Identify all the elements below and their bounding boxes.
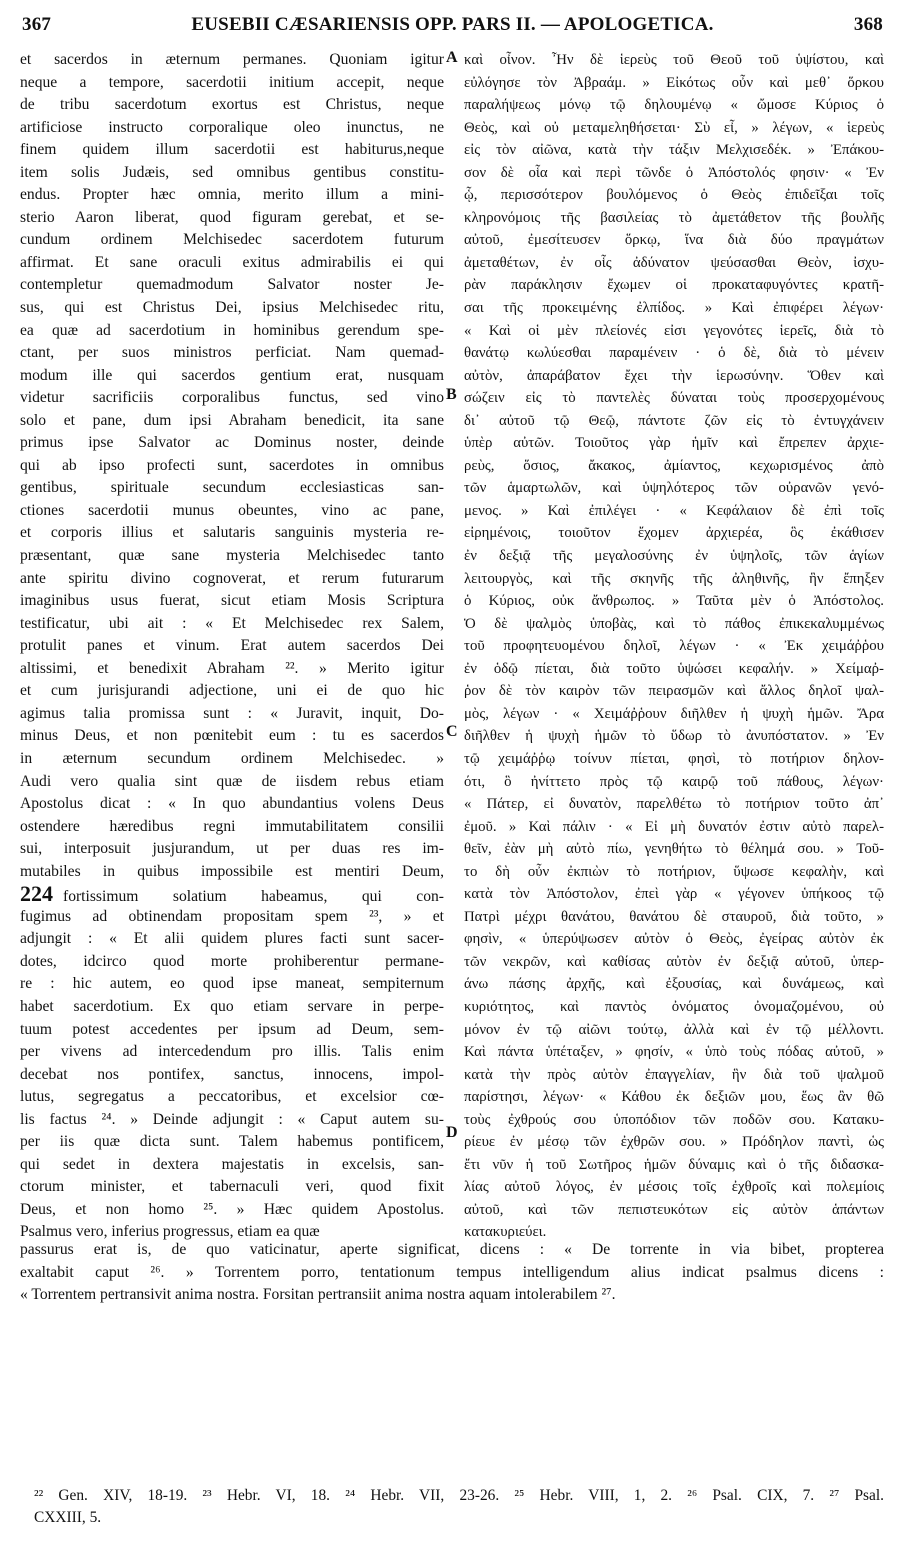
latin-line: primus ipse Salvator ac Dominus noster, deinde [20,434,444,452]
latin-line: Apostolus dicat : « In quo abundantius volens Deus [20,795,444,813]
greek-line: ὁ Κύριος, οὐκ ἄνθρωπος. » Ταῦτα μὲν ὁ Ἀπόστολος. [464,593,884,610]
latin-line: præsentant, quæ sane mysteria Melchisedec tanto [20,547,444,565]
greek-line: εὐλόγησε τὸν Ἀβραάμ. » Εἰκότως οὖν καὶ μεθ᾽ ὅρκου [464,74,884,91]
greek-line: ἐν ὁδῷ πίεται, διὰ τοῦτο ὑψώσει κεφαλήν. » Χείμαῤ- [464,660,884,677]
greek-line: κυριότητος, καὶ παντὸς ὀνόματος ὀνομαζομένου, οὐ [464,998,884,1015]
latin-line: decebat nos pontifex, sanctus, innocens, impol- [20,1065,444,1083]
greek-line: ἔτι νῦν ἡ τοῦ Σωτῆρος ἡμῶν δύναμις καὶ ὁ τῆς διδασκα- [464,1156,884,1173]
latin-column [20,49,444,1244]
latin-line: fugimus ad obtinendam propositam spem ²³, » et [20,907,444,925]
latin-line: Audi vero qualia sint quæ de iisdem rebus etiam [20,772,444,790]
latin-line: in æternum secundum ordinem Melchisedec. » [20,749,444,767]
latin-line: habet sacerdotium. Ex quo etiam servare in perpe- [20,997,444,1015]
latin-line: affirmat. Et sane oraculi exitus admirabilis ei qui [20,253,444,271]
greek-line: ὑπὲρ αὐτῶν. Τοιοῦτος γὰρ ἡμῖν καὶ ἔπρεπεν ἀρχιε- [464,435,884,452]
greek-line: λίας αὐτοῦ λόγος, ἐν μέσοις τοῖς ἐχθροῖς καὶ πολεμίοις [464,1179,884,1196]
greek-line: εἰς τὸν αἰῶνα, κατὰ τὴν τάξιν Μελχισεδέκ. » Ἐπάκου- [464,142,884,159]
latin-line: tuum potest accedentes per ipsum ad Deum, sem- [20,1020,444,1038]
greek-line: ρὰν παράκλησιν ἔχωμεν οἱ προκαταφυγόντες κρατῆ- [464,277,884,294]
latin-line: minus Deus, et non pœnitebit eum : tu es sacerdos [20,727,444,745]
footnotes [34,1485,884,1529]
latin-line: finem quidem illum sacerdotii est habiturus,neque [20,141,444,159]
latin-line: sterio Aaron liberat, quod figuram gerebat, et se- [20,208,444,226]
greek-line: τοὺς ἐχθρούς σου ὑποπόδιον τῶν ποδῶν σου. Κατακυ- [464,1111,884,1128]
greek-line: παρίστησι, λέγων· « Κάθου ἐκ δεξιῶν μου, ἕως ἂν θῶ [464,1089,884,1106]
latin-line [20,883,444,906]
greek-line: κατὰ τὴν πρὸς αὐτὸν ἐπαγγελίαν, ἣν διὰ τοῦ ψαλμοῦ [464,1066,884,1083]
latin-line: per iis quæ dicta sunt. Talem habemus pontificem, [20,1133,444,1151]
greek-line: κατακυριεύει. [464,1224,547,1241]
greek-line: εἰρημένοις, τοιοῦτον ἔχομεν ἀρχιερέα, ὃς ἐκάθισεν [464,525,884,542]
greek-line: το δὴ οὖν ἐκπιὼν τὸ ποτήριον, ὕψωσε κεφαλὴν, καὶ [464,863,884,880]
latin-line: contempletur quemadmodum Salvator noster Je- [20,276,444,294]
latin-line: qui sedet in dextera majestatis in excelsis, san- [20,1155,444,1173]
latin-line: altissimi, et benedixit Abraham ²². » Merito igitur [20,659,444,677]
full-line: « Torrentem pertransivit anima nostra. Forsitan pertransiit anima nostra aquam intolerabilem ²⁷. [20,1286,616,1303]
full-line: passurus erat is, de quo vaticinatur, aperte significat, dicens : « De torrente in via bibet, propterea [20,1241,884,1258]
running-title: EUSEBII CÆSARIENSIS OPP. PARS II. — APOLOGETICA. [191,14,714,35]
latin-line: testificatur, ubi ait : « Et Melchisedec rex Salem, [20,614,444,632]
latin-line: qui ab ipso profecti sunt, sacerdotes in omnibus [20,456,444,474]
section-marker-d: D [446,1124,458,1141]
latin-line: sui, interposuit jusjurandum, ut per duas res im- [20,840,444,858]
greek-line: σώζειν εἰς τὸ παντελὲς δύναται τοὺς προσερχομένους [464,390,884,407]
greek-line: Θεὸς, καὶ οὐ μεταμεληθήσεται· Σὺ εἶ, » λέγων, « ἱερεὺς [464,119,884,136]
greek-line: « Καὶ οἱ μὲν πλείονές εἰσι γεγονότες ἱερεῖς, διὰ τὸ [464,322,884,339]
greek-line: τῷ χειμάῤῥῳ τοίνυν πίεται, φησὶ, τὸ ποτήριον δηλον- [464,750,884,767]
latin-line: ea quæ ad sacerdotium in hominibus gerendum spe- [20,321,444,339]
greek-line: μόνον ἐν τῷ αἰῶνι τούτῳ, ἀλλὰ καὶ ἐν τῷ μέλλοντι. [464,1021,884,1038]
greek-line: « Πάτερ, εἰ δυνατὸν, παρελθέτω τὸ ποτήριον τοῦτο ἀπ᾽ [464,796,884,813]
section-marker-b: B [446,386,457,403]
greek-column [464,49,884,1244]
greek-line: κατὰ τὸν Ἀπόστολον, ἐπεὶ γὰρ « γέγονεν ὑπήκοος τῷ [464,886,884,903]
greek-line: ρεὺς, ὅσιος, ἄκακος, ἀμίαντος, κεχωρισμένος ἀπὸ [464,457,884,474]
greek-line: Πατρὶ μέχρι θανάτου, θανάτου δὲ σταυροῦ, διὰ τοῦτο, » [464,908,884,925]
section-marker-c: C [446,723,458,740]
latin-line: de tribu sacerdotum exortus est Christus, neque [20,96,444,114]
greek-line: τοῦ προφητευομένου δηλοῖ, λέγων · « Ἐκ χειμάῤῥου [464,638,884,655]
running-header [22,14,883,38]
latin-line: et sacerdos in æternum permanes. Quoniam igitur [20,51,444,68]
latin-line: lis factus ²⁴. » Deinde adjungit : « Caput autem su- [20,1110,444,1128]
latin-line: ante spiritu divino cognoverat, et rerum futurarum [20,569,444,587]
greek-line: αὐτοῦ, καὶ τῶν πεπιστευκότων εἰς αὐτὸν ἁπάντων [464,1201,884,1218]
latin-line: lutus, segregatus a peccatoribus, et excelsior cœ- [20,1088,444,1106]
greek-line: ότι, ὃ ἠνίττετο πρὸς τῷ καιρῷ τοῦ πάθους, λέγων· [464,773,884,790]
latin-line: cundum ordinem Melchisedec sacerdotem futurum [20,231,444,249]
greek-line: διῆλθεν ἡ ψυχὴ ἡμῶν τὸ ὕδωρ τὸ ἀνυπόστατον. » Ἐν [464,728,884,745]
greek-line: ῥον δὲ τὸν καιρὸν τῶν πειρασμῶν καὶ ἄλλος δηλοῖ ψαλ- [464,683,884,700]
greek-line: ἀμεταθέτων, ἐν οἷς ἀδύνατον ψεύσασθαι Θεὸν, ἰσχυ- [464,254,884,271]
greek-line: ᾧ, περισσότερον βουλόμενος ὁ Θεὸς ἐπιδεῖξαι τοῖς [464,187,884,204]
greek-line: σαι τῆς προκειμένης ἐλπίδος. » Καὶ ἐπιφέρει λέγων· [464,300,884,317]
greek-line: θανάτῳ κωλύεσθαι παραμένειν · ὁ δὲ, διὰ τὸ μένειν [464,345,884,362]
greek-line: παραλήψεως μόνῳ τῷ δηλουμένῳ « ὤμοσε Κύριος ὁ [464,97,884,114]
margin-number: 224 [20,883,53,906]
latin-line: adjungit : « Et alii quidem plures facti sunt sacer- [20,930,444,948]
latin-line: neque a tempore, sacerdotii initium accepit, neque [20,73,444,91]
greek-line: κληρονόμοις τῆς βασιλείας τὸ ἀμετάθετον τῆς βουλῆς [464,209,884,226]
greek-line: φησὶν, « ὑπερύψωσεν αὐτὸν ὁ Θεὸς, ἐγείρας αὐτὸν ἐκ [464,931,884,948]
greek-line: καὶ οἶνον. Ἦν δὲ ἱερεὺς τοῦ Θεοῦ τοῦ ὑψίστου, καὶ [464,52,884,68]
section-marker-a: A [446,49,458,66]
latin-line: artificiose instructo corporalique oleo inunctus, ne [20,118,444,136]
latin-line: Deus, et non homo ²⁵. » Hæc quidem Apostolus. [20,1200,444,1218]
greek-line: αὐτοῦ, ἐμεσίτευσεν ὅρκῳ, ἵνα διὰ δύο πραγμάτων [464,232,884,249]
latin-line: agimus talia promissa sunt : « Juravit, inquit, Do- [20,704,444,722]
latin-line: per vivens ad intercedendum pro illis. Talis enim [20,1043,444,1061]
greek-line: άνω πάσης ἀρχῆς, καὶ ἐξουσίας, καὶ δυνάμεως, καὶ [464,976,884,993]
greek-line: Ὁ δὲ ψαλμὸς ὑποβὰς, καὶ τὸ πάθος ἐπικεκαλυμμένως [464,615,884,632]
latin-line: sus, qui est Christus Dei, ipsius Melchisedec ritu, [20,299,444,317]
latin-line: protulit panes et vinum. Erat autem sacerdos Dei [20,637,444,655]
full-width-text [20,1239,884,1307]
latin-line: Psalmus vero, inferius progressus, etiam ea quæ [20,1223,320,1241]
latin-line: re : hic autem, eo quod ipse maneat, sempiternum [20,975,444,993]
greek-line: μενος. » Καὶ ἐπιλέγει · « Κεφάλαιον δὲ ἐπὶ τοῖς [464,502,884,519]
latin-line: item solis Judæis, sed omnibus gentibus constitu- [20,163,444,181]
latin-line: endus. Propter hæc omnia, merito illum a mini- [20,186,444,204]
greek-line: μὸς, λέγων · « Χειμάῤῥουν διῆλθεν ἡ ψυχὴ ἡμῶν. Ἄρα [464,705,884,722]
footnote-line: CXXIII, 5. [34,1509,102,1526]
greek-line: δι᾽ αὐτοῦ τῷ Θεῷ, πάντοτε ζῶν εἰς τὸ ἐντυγχάνειν [464,412,884,429]
right-page-number: 368 [853,14,883,35]
latin-line: et cum jurisjurandi adjectione, uni ei de quo hic [20,682,444,700]
full-line: exaltabit caput ²⁶. » Torrentem porro, tentationum tempus intelligendum alius indicat psalmus dicens : [20,1263,884,1281]
greek-line: αὐτὸν, ἀπαράβατον ἔχει τὴν ἱερωσύνην. Ὅθεν καὶ [464,367,884,384]
latin-line: mutabiles in quibus impossibile est mentiri Deum, [20,862,444,880]
latin-line: ctorum minister, et tabernaculi veri, quod fixit [20,1178,444,1196]
left-page-number: 367 [22,14,52,35]
greek-line: τῶν νεκρῶν, καὶ καθίσας αὐτὸν ἐν δεξιᾷ αὐτοῦ, ὑπερ- [464,953,884,970]
greek-line: λειτουργὸς, καὶ τῆς σκηνῆς τῆς ἀληθινῆς, ἣν ἔπηξεν [464,570,884,587]
greek-line: ἐμοῦ. » Καὶ πάλιν · « Εἰ μὴ δυνατόν ἐστιν αὐτὸ παρελ- [464,818,884,835]
latin-line: solo et pane, dum ipsi Abraham benedicit, ita sane [20,411,444,429]
latin-line-text: fortissimum solatium habeamus, qui con- [63,888,444,906]
latin-line: dotes, idcirco quod morte prohiberentur permane- [20,952,444,970]
latin-line: et corporis illius et salutaris sanguinis mysteria re- [20,524,444,542]
greek-line: ἐν δεξιᾷ τῆς μεγαλοσύνης ἐν ὑψηλοῖς, τῶν ἁγίων [464,548,884,565]
greek-line: τῶν ἁμαρτωλῶν, καὶ ὑψηλότερος τῶν οὐρανῶν γενό- [464,480,884,497]
latin-line: imaginibus usus fuerat, sicut etiam Mosis Scriptura [20,592,444,610]
latin-line: ctiones sacerdotii munus obeuntes, vino ac pane, [20,501,444,519]
greek-line: θεῖν, ἐὰν μὴ αὐτὸ πίω, γενηθήτω τὸ θέλημά σου. » Τοῦ- [464,841,884,858]
greek-line: σον δὲ οἷα καὶ περὶ τῶνδε ὁ Ἀπόστολός φησιν· « Ἐν [464,164,884,181]
latin-line: videtur sacrificiis corporalibus functus, sed vino [20,389,444,407]
greek-line: Καὶ πάντα ὑπέταξεν, » φησίν, « ὑπὸ τοὺς πόδας αὐτοῦ, » [464,1044,884,1061]
latin-line: ctant, per suos ministros perficiat. Nam quemad- [20,344,444,362]
latin-line: modum ille qui sacerdos gentium erat, nusquam [20,366,444,384]
latin-line: ostendere hæredibus regni immutabilitatem consilii [20,817,444,835]
greek-line: ρίευε ἐν μέσῳ τῶν ἐχθρῶν σου. » Πρόδηλον παντὶ, ὡς [464,1134,884,1151]
footnote-line: ²² Gen. XIV, 18-19. ²³ Hebr. VI, 18. ²⁴ Hebr. VII, 23-26. ²⁵ Hebr. VIII, 1, 2. ²⁶ Psal. CIX, 7. ²⁷ Psal. [34,1487,884,1504]
latin-line: gentibus, spirituale secundum ecclesiasticas san- [20,479,444,497]
